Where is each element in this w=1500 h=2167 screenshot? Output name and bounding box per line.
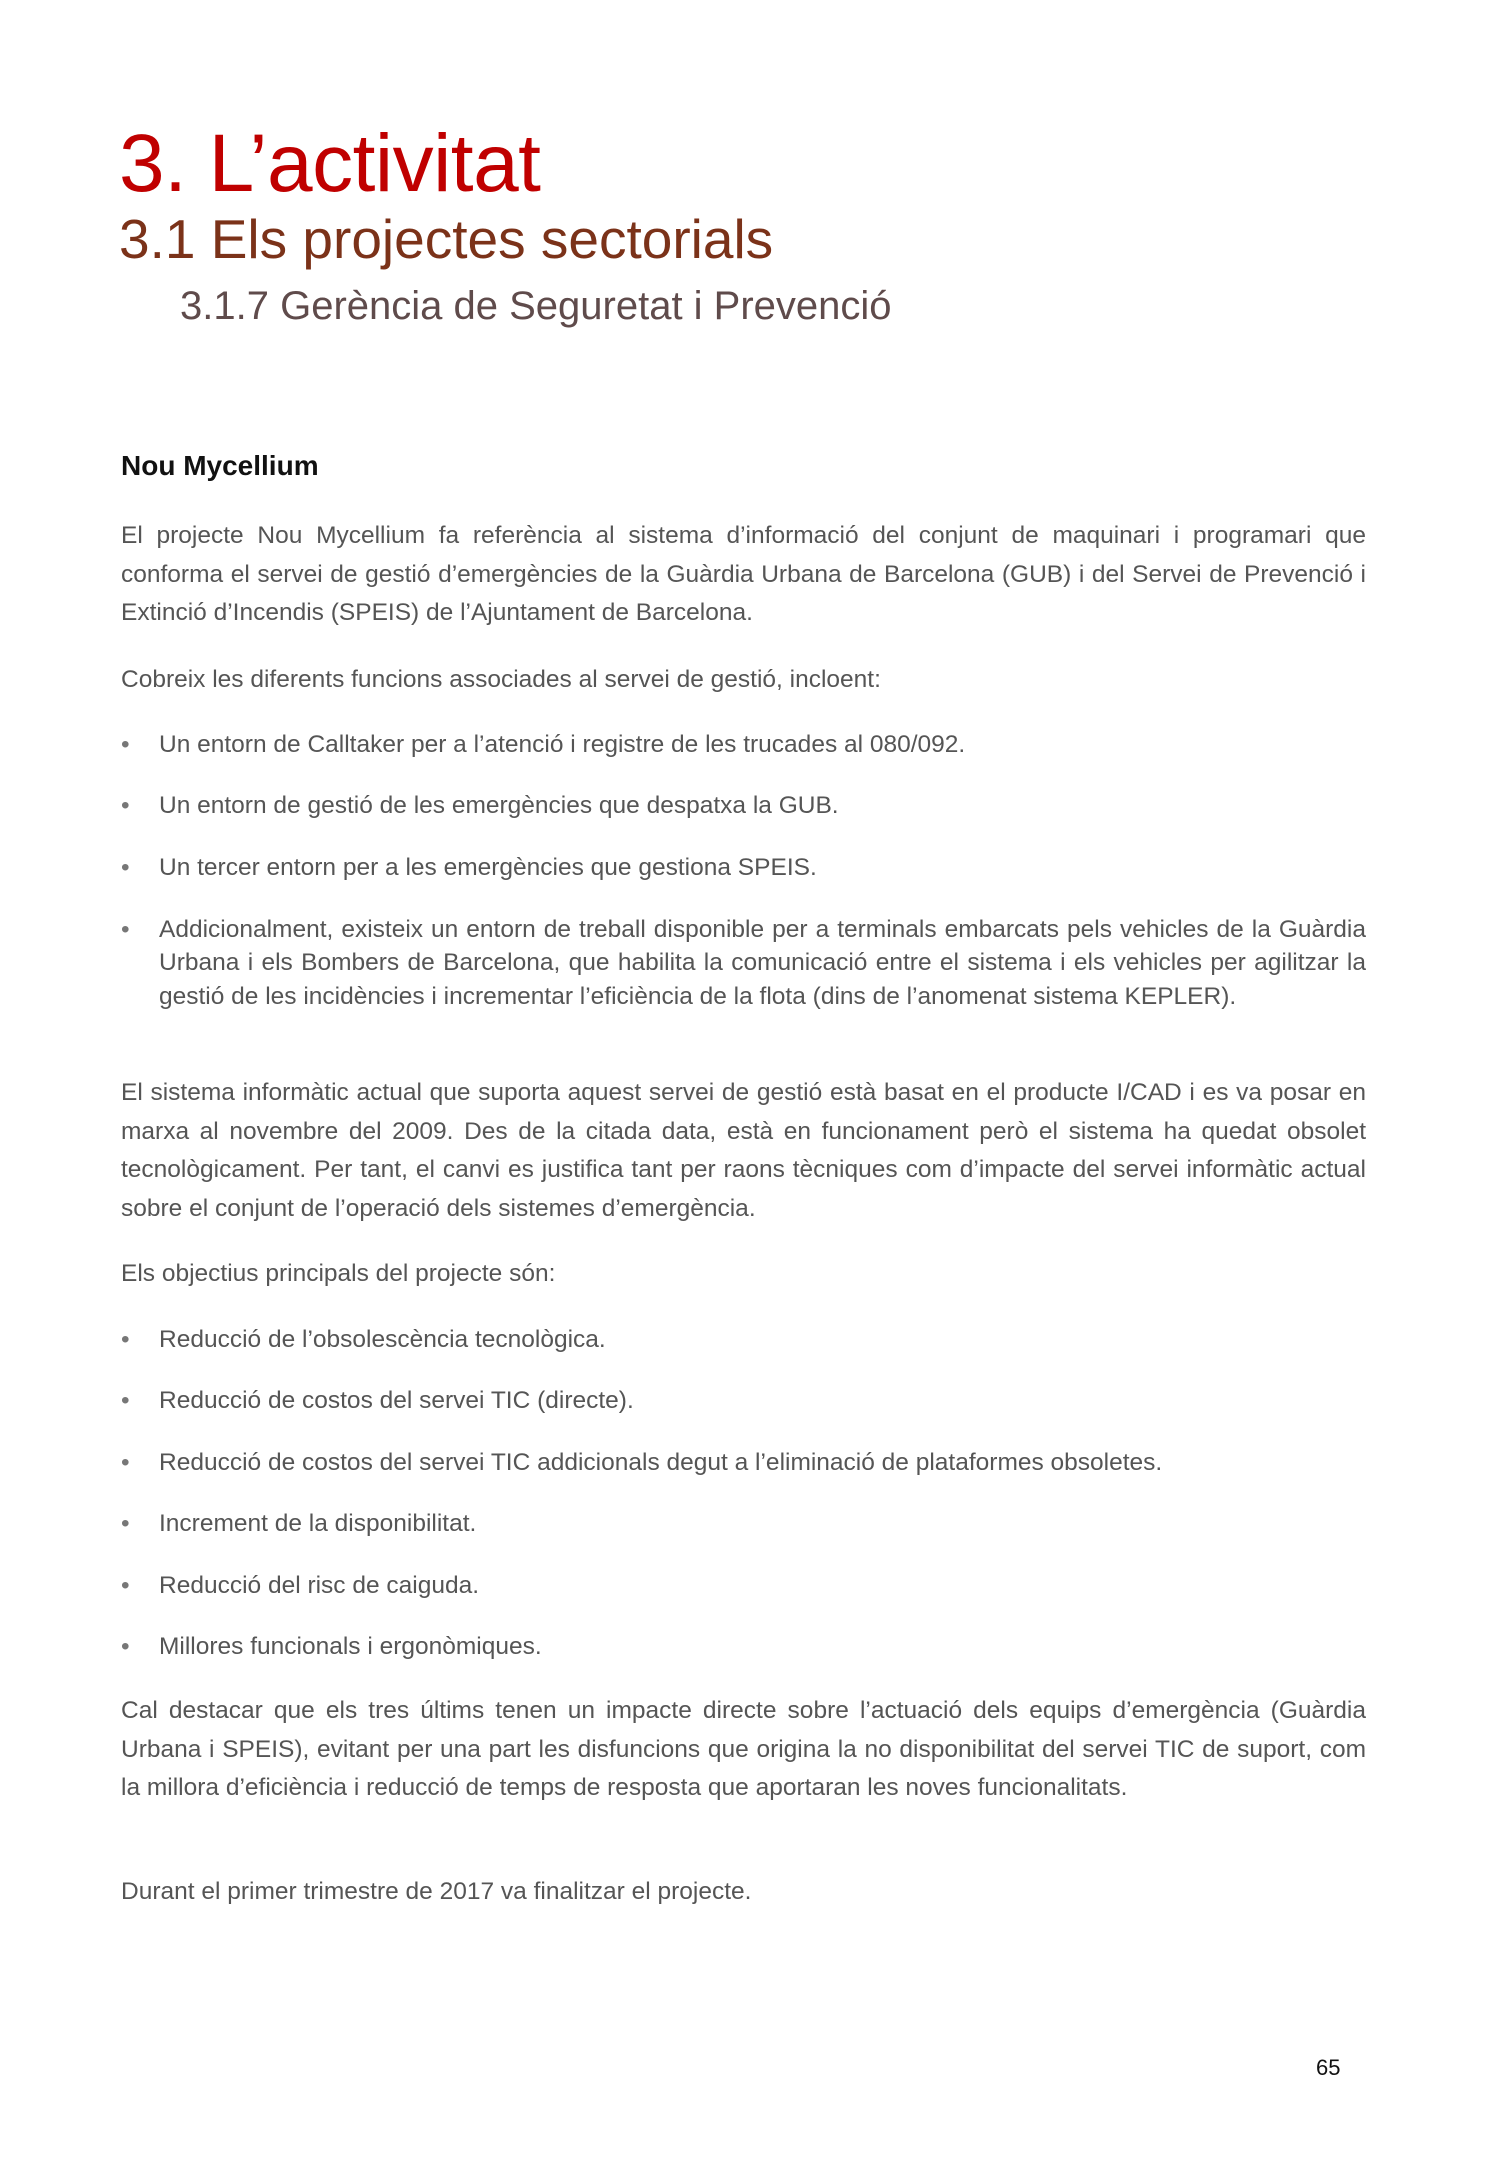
bullet-icon: •: [121, 1633, 130, 1660]
functions-lead: Cobreix les diferents funcions associades al servei de gestió, incloent:: [121, 666, 881, 693]
list-item-text: Reducció de costos del servei TIC (directe).: [159, 1387, 634, 1414]
bullet-icon: •: [121, 854, 130, 881]
bullet-icon: •: [121, 1326, 130, 1353]
bullet-icon: •: [121, 1510, 130, 1537]
page-number: 65: [1316, 2055, 1341, 2080]
intro-paragraph: El projecte Nou Mycellium fa referència al sistema d’informació del conjunt de maquinari i programari que conforma el servei de gestió d’emergències de la Guàrdia Urbana de Barcelona (GUB) i del Servei de Prevenció i Extinció d’Incendis (SPEIS) de l’Ajuntament de Barcelona.: [121, 522, 1366, 626]
subsection-title: 3.1.7 Gerència de Seguretat i Prevenció: [180, 284, 892, 328]
list-item-text: Reducció de costos del servei TIC addicionals degut a l’eliminació de plataformes obsoletes.: [159, 1449, 1163, 1476]
list-item-text: Un entorn de gestió de les emergències que despatxa la GUB.: [159, 792, 839, 819]
objectives-lead: Els objectius principals del projecte són:: [121, 1260, 556, 1287]
current-system-paragraph: El sistema informàtic actual que suporta aquest servei de gestió està basat en el producte I/CAD i es va posar en marxa al novembre del 2009. Des de la citada data, està en funcionament però el sistema ha quedat obsolet tecnològicament. Per tant, el canvi es justifica tant per raons tècniques com d’impacte del servei informàtic actual sobre el conjunt de l’operació dels sistemes d’emergència.: [121, 1079, 1366, 1222]
bullet-icon: •: [121, 792, 130, 819]
list-item-text: Un tercer entorn per a les emergències que gestiona SPEIS.: [159, 854, 817, 881]
list-item-text: Reducció del risc de caiguda.: [159, 1572, 480, 1599]
bullet-icon: •: [121, 1449, 130, 1476]
bullet-icon: •: [121, 916, 130, 943]
bullet-icon: •: [121, 1387, 130, 1414]
bullet-icon: •: [121, 1572, 130, 1599]
impact-paragraph: Cal destacar que els tres últims tenen un impacte directe sobre l’actuació dels equips d’emergència (Guàrdia Urbana i SPEIS), evitant per una part les disfuncions que origina la no disponibilitat del servei TIC de suport, com la millora d’eficiència i reducció de temps de resposta que aportaran les noves funcionalitats.: [121, 1697, 1366, 1801]
topic-heading: Nou Mycellium: [121, 450, 319, 481]
bullet-icon: •: [121, 731, 130, 758]
chapter-title: 3. L’activitat: [119, 118, 541, 209]
list-item-text: Addicionalment, existeix un entorn de treball disponible per a terminals embarcats pels vehicles de la Guàrdia Urbana i els Bombers de Barcelona, que habilita la comunicació entre el sistema i els vehicles per agilitzar la gestió de les incidències i incrementar l’eficiència de la flota (dins de l’anomenat sistema KEPLER).: [159, 916, 1366, 1010]
list-item-text: Millores funcionals i ergonòmiques.: [159, 1633, 542, 1660]
list-item-text: Reducció de l’obsolescència tecnològica.: [159, 1326, 606, 1353]
completion-paragraph: Durant el primer trimestre de 2017 va finalitzar el projecte.: [121, 1878, 752, 1905]
list-item-text: Increment de la disponibilitat.: [159, 1510, 477, 1537]
section-title: 3.1 Els projectes sectorials: [119, 208, 774, 270]
list-item-text: Un entorn de Calltaker per a l’atenció i registre de les trucades al 080/092.: [159, 731, 966, 758]
